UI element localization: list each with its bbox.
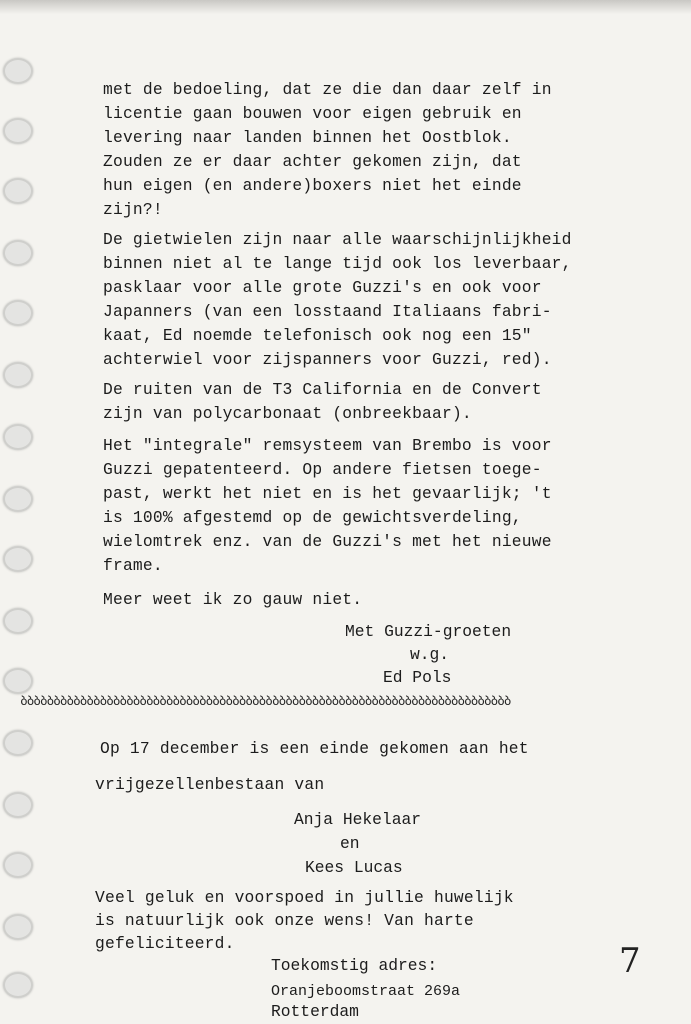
paragraph-line: is 100% afgestemd op de gewichtsverdeling, [103,508,522,527]
binder-hole [3,972,33,998]
paragraph-line: Zouden ze er daar achter gekomen zijn, dat [103,152,522,171]
paragraph-line: achterwiel voor zijspanners voor Guzzi, red). [103,350,552,369]
signoff-greeting: Met Guzzi-groeten [345,622,512,641]
paragraph-line: past, werkt het niet en is het gevaarlijk; 't [103,484,552,503]
binder-hole [3,730,33,756]
page-number: 7 [619,941,641,981]
paragraph-line: met de bedoeling, dat ze die dan daar zelf in [103,80,552,99]
address-label: Toekomstig adres: [271,956,438,975]
binder-hole [3,362,33,388]
binder-hole [3,792,33,818]
page-top-edge [0,0,691,14]
binder-hole [3,852,33,878]
binder-hole [3,118,33,144]
paragraph-line: hun eigen (en andere)boxers niet het einde [103,176,522,195]
paragraph-line: frame. [103,556,163,575]
paragraph-line: De ruiten van de T3 California en de Convert [103,380,542,399]
binder-hole [3,240,33,266]
announcement-line: Op 17 december is een einde gekomen aan het [100,739,529,758]
paragraph-line: Japanners (van een losstaand Italiaans fabri- [103,302,552,321]
paragraph-line: binnen niet al te lange tijd ook los leverbaar, [103,254,572,273]
paragraph-line: Guzzi gepatenteerd. Op andere fietsen toege- [103,460,542,479]
binder-hole [3,58,33,84]
paragraph-line: licentie gaan bouwen voor eigen gebruik en [103,104,522,123]
binder-hole [3,608,33,634]
ornament-divider: ბბბბბბბბბბბბბბბბბბბბბბბბბბბბბბბბბბბბბბბბბბბბბბბბბბბბბბბბბბბბბბბბბბბბბბბბბბ [20,694,511,709]
paragraph-line: wielomtrek enz. van de Guzzi's met het nieuwe [103,532,552,551]
binder-holes [0,0,40,992]
address-city: Rotterdam [271,1002,359,1021]
binder-hole [3,424,33,450]
paragraph-line: kaat, Ed noemde telefonisch ook nog een 15" [103,326,532,345]
paragraph-line: zijn van polycarbonaat (onbreekbaar). [103,404,472,423]
paragraph-line: De gietwielen zijn naar alle waarschijnlijkheid [103,230,572,249]
binder-hole [3,668,33,694]
announcement-line: is natuurlijk ook onze wens! Van harte [95,911,474,930]
signoff-wg: w.g. [410,645,450,664]
address-street: Oranjeboomstraat 269a [271,983,461,1000]
paragraph-line: Meer weet ik zo gauw niet. [103,590,363,609]
binder-hole [3,300,33,326]
signoff-name: Ed Pols [383,668,452,687]
couple-and: en [340,834,360,853]
binder-hole [3,178,33,204]
binder-hole [3,486,33,512]
binder-hole [3,546,33,572]
announcement-line: gefeliciteerd. [95,934,235,953]
paragraph-line: levering naar landen binnen het Oostblok. [103,128,512,147]
paragraph-line: zijn?! [103,200,163,219]
binder-hole [3,914,33,940]
announcement-line: vrijgezellenbestaan van [95,775,325,794]
couple-name-1: Anja Hekelaar [294,810,422,829]
couple-name-2: Kees Lucas [305,858,403,877]
announcement-line: Veel geluk en voorspoed in jullie huwelijk [95,888,514,907]
paragraph-line: pasklaar voor alle grote Guzzi's en ook voor [103,278,542,297]
paragraph-line: Het "integrale" remsysteem van Brembo is voor [103,436,552,455]
